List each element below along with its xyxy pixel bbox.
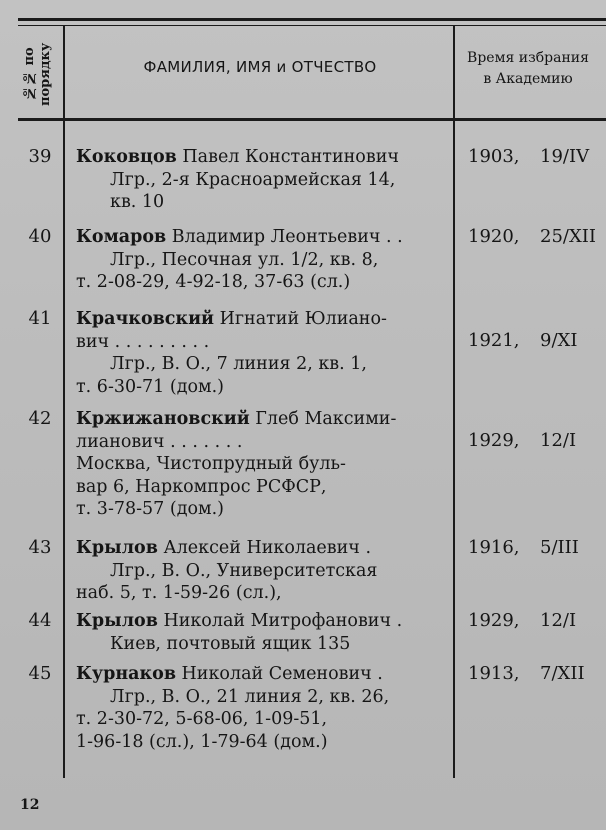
entry-day-month: 19/IV bbox=[540, 146, 590, 167]
entry-given-names: Владимир Леонтьевич . . bbox=[166, 227, 403, 247]
entry-day-month: 12/I bbox=[540, 430, 577, 451]
entry-day-month: 7/XII bbox=[540, 663, 585, 684]
entry-text bbox=[76, 537, 450, 605]
entry-given-names: Алексей Николаевич . bbox=[157, 538, 372, 558]
entry-given-names: Николай Митрофанович . bbox=[157, 611, 403, 631]
entry-text bbox=[76, 226, 450, 294]
page-number: 12 bbox=[20, 797, 40, 813]
top-double-rule-upper bbox=[18, 18, 606, 21]
entry-number: 44 bbox=[28, 610, 52, 631]
entry-year: 1913, bbox=[468, 663, 520, 684]
entry-number: 43 bbox=[28, 537, 52, 558]
entry-address-line: т. 2-08-29, 4-92-18, 37-63 (сл.) bbox=[76, 272, 351, 292]
header-date-line-1: Время избрания bbox=[467, 50, 589, 66]
entry-given-names: Глеб Максими- bbox=[249, 409, 397, 429]
column-divider-right bbox=[453, 26, 455, 778]
entry-text bbox=[76, 408, 450, 521]
entry-address-line: т. 2-30-72, 5-68-06, 1-09-51, bbox=[76, 709, 328, 729]
entry-name-continuation: лианович . . . . . . . bbox=[76, 431, 243, 452]
entry-surname: Крылов bbox=[76, 611, 158, 631]
entry-text bbox=[76, 146, 450, 214]
header-date-line-2: в Академию bbox=[483, 71, 573, 87]
entry-address-line: Лгр., 2-я Красноармейская 14, bbox=[110, 169, 396, 190]
entry-number: 39 bbox=[28, 146, 52, 167]
entry-year: 1916, bbox=[468, 537, 520, 558]
entry-day-month: 5/III bbox=[540, 537, 579, 558]
entry-year: 1929, bbox=[468, 610, 520, 631]
entry-year: 1903, bbox=[468, 146, 520, 167]
entry-surname: Комаров bbox=[76, 227, 167, 247]
entry-text bbox=[76, 308, 450, 398]
entry-address-line: 1-96-18 (сл.), 1-79-64 (дом.) bbox=[76, 731, 328, 752]
entry-surname: Крачковский bbox=[76, 309, 215, 329]
entry-surname: Крылов bbox=[76, 538, 158, 558]
entry-number: 42 bbox=[28, 408, 52, 429]
entry-address-line: Лгр., В. О., 21 линия 2, кв. 26, bbox=[110, 686, 390, 707]
entry-surname: Коковцов bbox=[76, 147, 177, 167]
header-date-column bbox=[458, 48, 598, 90]
entry-text bbox=[76, 663, 450, 753]
entry-surname: Кржижановский bbox=[76, 409, 250, 429]
entry-name-continuation: вич . . . . . . . . . bbox=[76, 331, 210, 352]
entry-number: 40 bbox=[28, 226, 52, 247]
entry-day-month: 9/XI bbox=[540, 330, 578, 351]
entry-day-month: 25/XII bbox=[540, 226, 597, 247]
top-double-rule-lower bbox=[18, 25, 606, 26]
entry-address-line: Лгр., Песочная ул. 1/2, кв. 8, bbox=[110, 249, 379, 270]
entry-number: 45 bbox=[28, 663, 52, 684]
entry-text bbox=[76, 610, 450, 655]
entry-address-line: Лгр., В. О., Университетская bbox=[110, 560, 378, 581]
entry-address-line: Киев, почтовый ящик 135 bbox=[110, 633, 351, 654]
entry-given-names: Николай Семенович . bbox=[175, 664, 383, 684]
entry-address-line: т. 6-30-71 (дом.) bbox=[76, 376, 225, 397]
entry-year: 1920, bbox=[468, 226, 520, 247]
entry-given-names: Игнатий Юлиано- bbox=[214, 309, 387, 329]
entry-address-line: вар 6, Наркомпрос РСФСР, bbox=[76, 476, 327, 497]
entry-address-line: т. 3-78-57 (дом.) bbox=[76, 499, 225, 519]
entry-day-month: 12/I bbox=[540, 610, 577, 631]
entry-address-line: Лгр., В. О., 7 линия 2, кв. 1, bbox=[110, 354, 367, 374]
entry-address-line: кв. 10 bbox=[110, 192, 165, 212]
entry-given-names: Павел Константинович bbox=[176, 147, 399, 167]
header-number-column: №№ по порядку bbox=[22, 42, 53, 106]
header-name-column: ФАМИЛИЯ, ИМЯ и ОТЧЕСТВО bbox=[143, 58, 377, 76]
entry-year: 1929, bbox=[468, 430, 520, 451]
entry-surname: Курнаков bbox=[76, 664, 176, 684]
entry-address-line: наб. 5, т. 1-59-26 (сл.), bbox=[76, 583, 282, 603]
column-divider-left bbox=[63, 26, 65, 778]
entry-year: 1921, bbox=[468, 330, 520, 351]
entry-address-line: Москва, Чистопрудный буль- bbox=[76, 454, 346, 474]
entry-number: 41 bbox=[28, 308, 52, 329]
header-bottom-rule bbox=[18, 118, 606, 121]
